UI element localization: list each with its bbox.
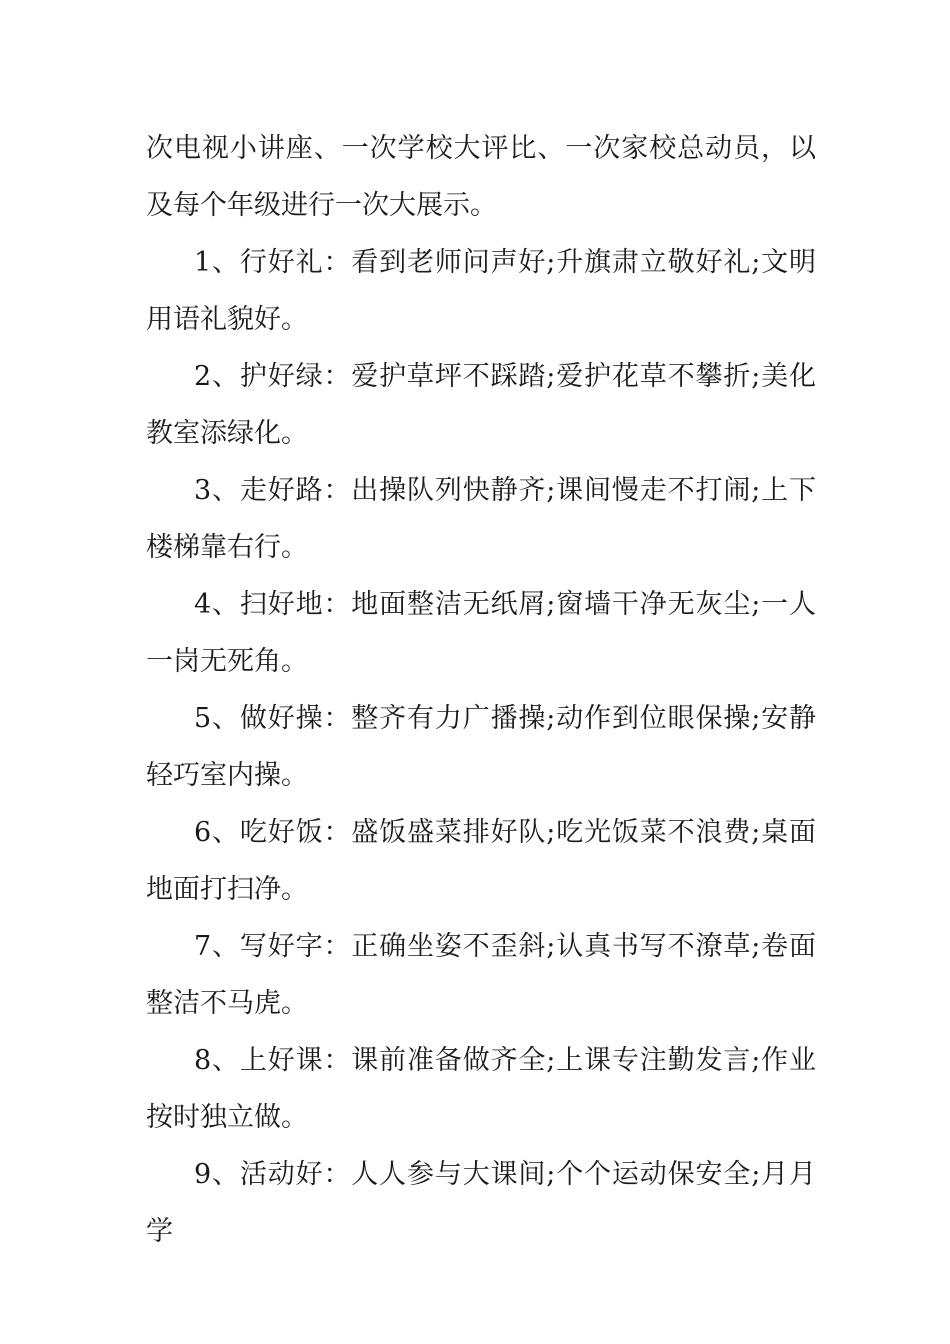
document-body xyxy=(146,120,816,1260)
paragraph-item-3: 3、走好路：出操队列快静齐;课间慢走不打闹;上下楼梯靠右行。 xyxy=(146,475,816,563)
paragraph-item-2: 2、护好绿：爱护草坪不踩踏;爱护花草不攀折;美化教室添绿化。 xyxy=(146,361,816,449)
paragraph-intro: 次电视小讲座、一次学校大评比、一次家校总动员，以及每个年级进行一次大展示。 xyxy=(146,133,816,221)
paragraph-item-4: 4、扫好地：地面整洁无纸屑;窗墙干净无灰尘;一人一岗无死角。 xyxy=(146,589,816,677)
paragraph-item-9: 9、活动好：人人参与大课间;个个运动保安全;月月学 xyxy=(146,1159,816,1247)
paragraph-item-6: 6、吃好饭：盛饭盛菜排好队;吃光饭菜不浪费;桌面地面打扫净。 xyxy=(146,817,816,905)
paragraph-item-7: 7、写好字：正确坐姿不歪斜;认真书写不潦草;卷面整洁不马虎。 xyxy=(146,931,816,1019)
paragraph-item-1: 1、行好礼：看到老师问声好;升旗肃立敬好礼;文明用语礼貌好。 xyxy=(146,247,816,335)
paragraph-item-5: 5、做好操：整齐有力广播操;动作到位眼保操;安静轻巧室内操。 xyxy=(146,703,816,791)
paragraph-item-8: 8、上好课：课前准备做齐全;上课专注勤发言;作业按时独立做。 xyxy=(146,1045,816,1133)
